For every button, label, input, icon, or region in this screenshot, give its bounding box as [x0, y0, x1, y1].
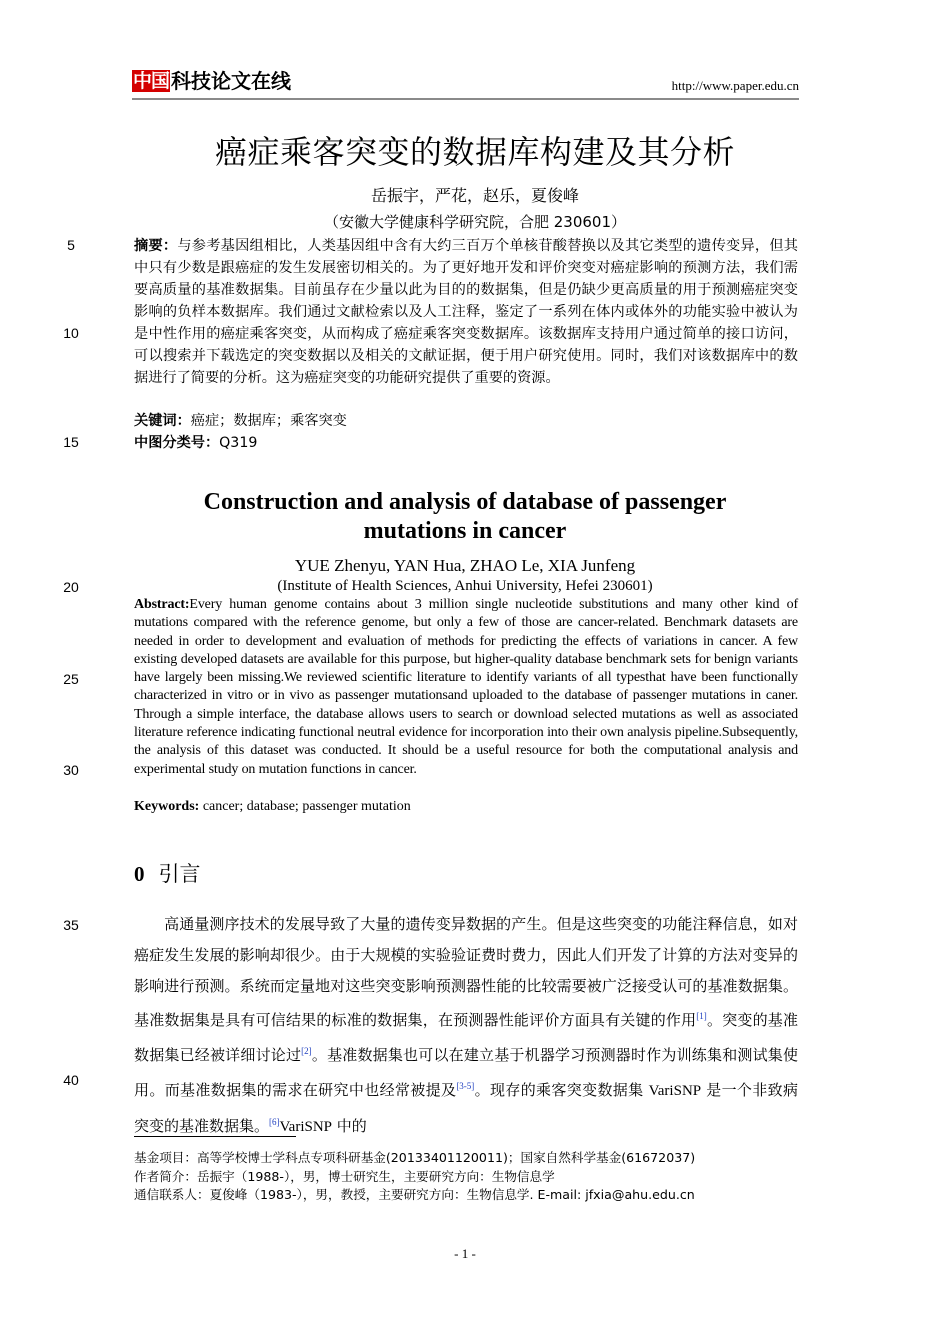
section-title: 引言	[158, 862, 201, 886]
line-number: 20	[63, 579, 79, 595]
line-number: 40	[63, 1072, 79, 1088]
intro-text-3: 。基准数据集也可以在建立基于机器学习预测器时作为训练集和测试集使用。而基准数据集的需求在研究中也经常被提及	[134, 1046, 798, 1099]
line-number: 15	[63, 434, 79, 450]
affiliation-chinese: （安徽大学健康科学研究院，合肥 230601）	[323, 213, 627, 231]
keywords-cn-text: 癌症；数据库；乘客突变	[190, 413, 347, 429]
citation-link[interactable]: [2]	[301, 1046, 312, 1057]
keywords-chinese	[134, 410, 798, 432]
journal-url[interactable]: http://www.paper.edu.cn	[671, 78, 799, 93]
keywords-english	[134, 798, 798, 816]
footnote-author	[134, 1168, 798, 1187]
affiliation-english: (Institute of Health Sciences, Anhui University, Hefei 230601)	[277, 578, 653, 594]
intro-text-6: 中的	[332, 1116, 367, 1135]
intro-text-5: 是一个非致病突变的基准数据集。	[134, 1080, 798, 1135]
classification-chinese	[134, 432, 798, 454]
authors-chinese: 岳振宇，严花，赵乐，夏俊峰	[370, 186, 579, 205]
footnote-divider	[134, 1136, 296, 1137]
line-number: 30	[63, 762, 79, 778]
intro-text-4: 。现存的乘客突变数据集	[474, 1080, 649, 1099]
title-chinese: 癌症乘客突变的数据库构建及其分析	[214, 133, 735, 171]
keywords-cn-label: 关键词：	[134, 413, 191, 429]
classification-label: 中图分类号：	[134, 435, 220, 451]
abstract-cn-label: 摘要：	[134, 238, 178, 254]
funding-label: 基金项目：	[134, 1150, 197, 1165]
line-number: 25	[63, 671, 79, 687]
abstract-chinese	[134, 235, 798, 389]
citation-link[interactable]: [6]	[269, 1116, 280, 1127]
funding-text: 高等学校博士学科点专项科研基金(20133401120011)；国家自然科学基金(61672037)	[196, 1150, 696, 1165]
page-number: - 1 -	[454, 1246, 476, 1261]
footnotes	[134, 1149, 798, 1205]
variSNP-term: VariSNP	[279, 1118, 333, 1135]
section-heading-introduction	[134, 858, 201, 888]
journal-header	[132, 66, 799, 100]
author-text: 岳振宇（1988-），男，博士研究生，主要研究方向：生物信息学	[196, 1168, 555, 1184]
line-number: 35	[63, 917, 79, 933]
keywords-en-text: cancer; database; passenger mutation	[199, 799, 411, 814]
abstract-cn-text: 与参考基因组相比，人类基因组中含有大约三百万个单核苷酸替换以及其它类型的遗传变异，但其中只有少数是跟癌症的发生发展密切相关的。为了更好地开发和评价突变对癌症影响的预测方法，我们需要高质量的基准数据集。目前虽存在少量以此为目的的数据集，但是仍缺少更高质量的用于预测癌症突变影响的负样本数据库。我们通过文献检索以及人工注释，鉴定了一系列在体内或体外的功能实验中被认为是中性作用的癌症乘客突变，从而构成了癌症乘客突变数据库。该数据库支持用户通过简单的接口访问，可以搜索并下载选定的突变数据以及相关的文献证据，便于用户研究使用。同时，我们对该数据库中的数据进行了简要的分析。这为癌症突变的功能研究提供了重要的资源。	[134, 238, 798, 386]
variSNP-term: VariSNP	[648, 1082, 702, 1099]
abstract-en-label: Abstract:	[134, 597, 190, 612]
journal-logo	[132, 68, 291, 94]
logo-black-part: 科技论文在线	[171, 69, 292, 93]
abstract-english	[134, 596, 798, 779]
title-english: Construction and analysis of database of passenger mutations in cancer	[203, 489, 727, 544]
classification-value: Q319	[219, 435, 258, 451]
authors-english: YUE Zhenyu, YAN Hua, ZHAO Le, XIA Junfeng	[294, 556, 636, 575]
author-label: 作者简介：	[134, 1168, 197, 1184]
line-number: 10	[63, 325, 79, 341]
footnote-contact	[134, 1186, 798, 1205]
footnote-funding	[134, 1149, 798, 1168]
section-number: 0	[134, 862, 145, 886]
citation-link[interactable]: [3-5]	[456, 1080, 475, 1091]
contact-text: 夏俊峰（1983-），男，教授，主要研究方向：生物信息学. E-mail: jfxia@ahu.edu.cn	[209, 1187, 695, 1202]
intro-text-2: 。突变的基准数据集已经被详细讨论过	[134, 1011, 798, 1065]
line-number: 5	[67, 237, 75, 253]
abstract-en-text: Every human genome contains about 3 million single nucleotide substitutions and many other kind of mutations compared with the reference genome, but only a few of those are cancer-related. Benchmark datasets are needed in order to development and evaluation of methods for predicting the effects of variations in cancer. A few existing developed datasets are available for this purpose, but higher-quality database benchmark sets for benign variants have largely been missing.We reviewed scientific literature to identify variants of all typesthat have been functionally characterized in vitro or in vivo as passenger mutationsand uploaded to the database of passenger mutations in caner. Through a simple interface, the database allows users to search or download selected mutations as well as associated literature reference indicating functional neutral evidence for incorporation into their own analysis pipeline.Subsequently, the analysis of this dataset was conducted. It should be a useful resource for both the computational analysis and experimental study on mutation functions in cancer.	[134, 597, 798, 777]
keywords-en-label: Keywords:	[134, 799, 200, 814]
logo-red-part: 中国	[133, 70, 170, 92]
introduction-paragraph	[134, 909, 798, 1143]
citation-link[interactable]: [1]	[696, 1011, 707, 1022]
intro-text-1: 高通量测序技术的发展导致了大量的遗传变异数据的产生。但是这些突变的功能注释信息，如对癌症发生发展的影响却很少。由于大规模的实验验证费时费力，因此人们开发了计算的方法对变异的影响进行预测。系统而定量地对这些突变影响预测器性能的比较需要被广泛接受认可的基准数据集。基准数据集是具有可信结果的标准的数据集，在预测器性能评价方面具有关键的作用	[134, 915, 798, 1030]
contact-label: 通信联系人：	[134, 1187, 210, 1202]
